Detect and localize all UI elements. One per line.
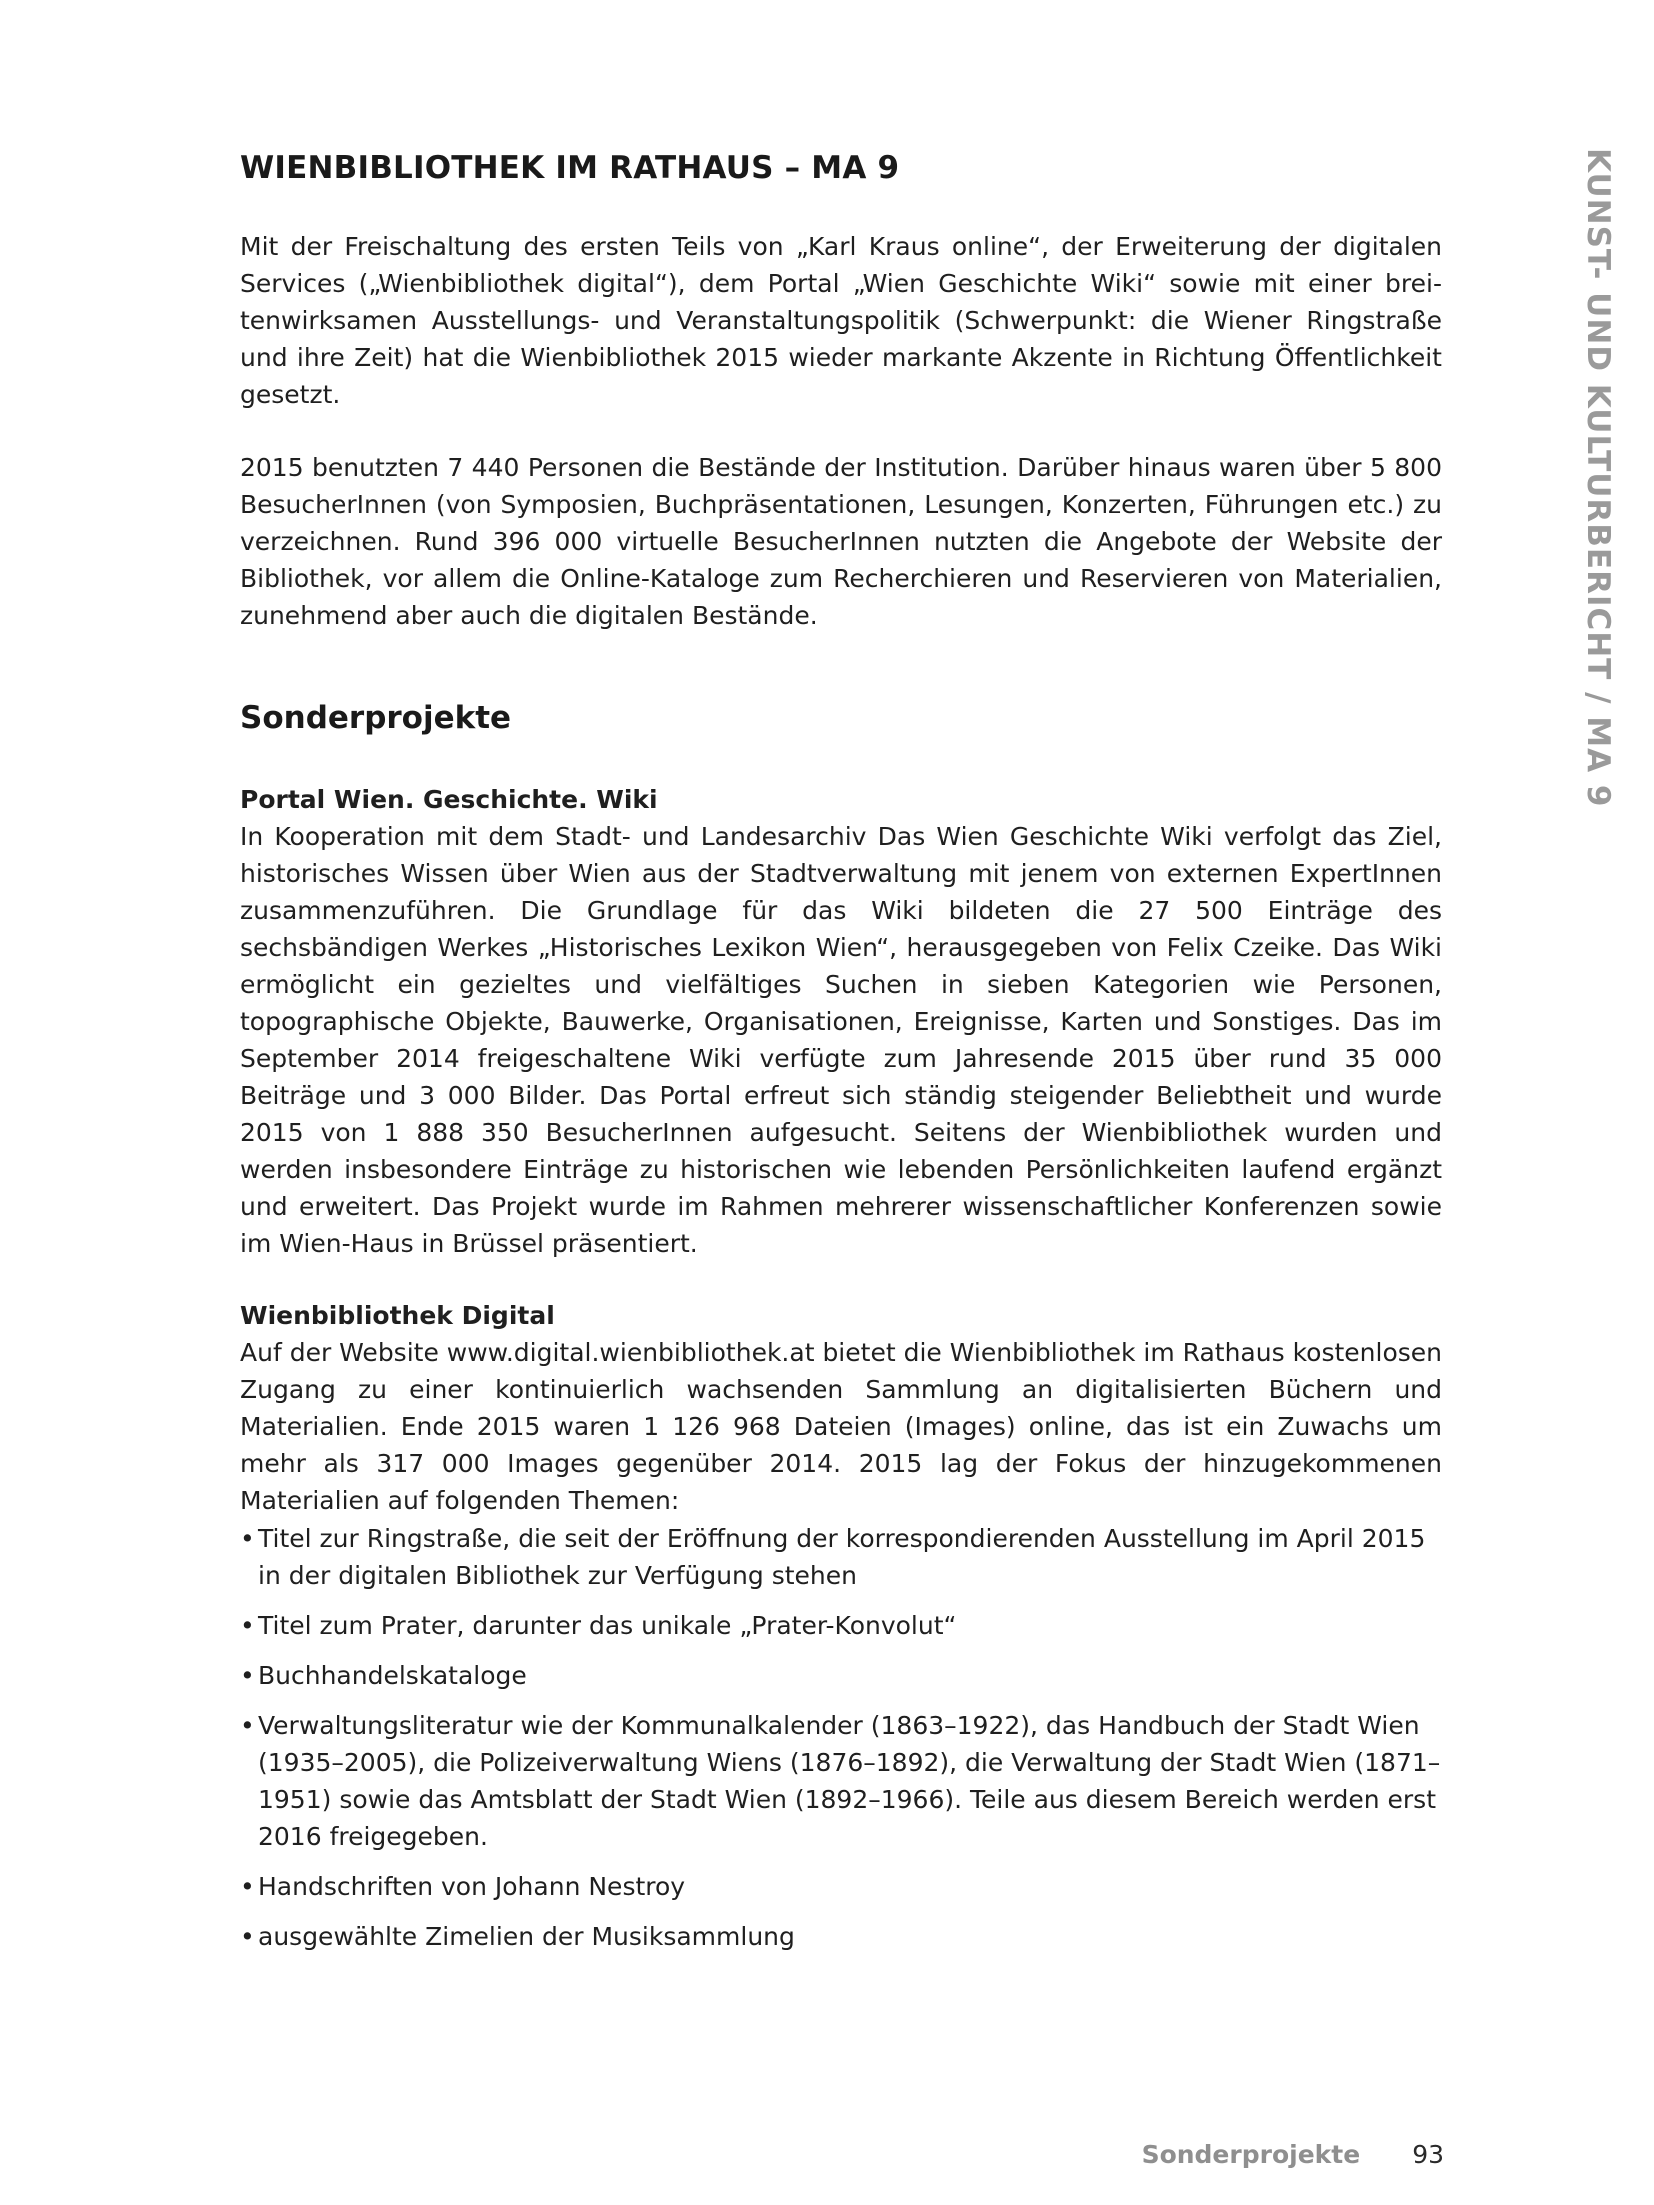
- wiki-text: In Kooperation mit dem Stadt- und Landesarchiv Das Wien Geschichte Wiki verfolgt das Ziel, historisches Wissen über Wien aus der Stadtverwaltung mit jenem von externen ExpertInnen zusammenzuführen. Die Grundlage für das Wiki bildeten die 27 500 Einträge des sechsbändigen Werkes „Historisches Lexikon Wien“, herausgegeben von Felix Czeike. Das Wiki ermöglicht ein gezieltes und vielfältiges Suchen in sieben Kategorien wie Personen, topographische Objekte, Bauwerke, Organisationen, Ereignisse, Karten und Sonstiges. Das im September 2014 freigeschaltene Wiki verfügte zum Jahresende 2015 über rund 35 000 Beiträge und 3 000 Bilder. Das Portal erfreut sich ständig steigender Beliebtheit und wurde 2015 von 1 888 350 BesucherInnen aufgesucht. Seitens der Wienbibliothek wurden und werden insbesondere Einträge zu historischen wie lebenden Persönlichkeiten laufend ergänzt und erweitert. Das Projekt wurde im Rahmen mehrerer wissenschaftlicher Konferenzen sowie im Wien-Haus in Brüssel präsentiert.: [240, 822, 1442, 1258]
- page-number: 93: [1412, 2140, 1444, 2169]
- digital-text: Auf der Website www.digital.wienbibliothek.at bietet die Wienbibliothek im Rathaus kostenlosen Zugang zu einer kontinuierlich wachsenden Sammlung an digitalisierten Büchern und Materialien. Ende 2015 waren 1 126 968 Dateien (Images) online, das ist ein Zuwachs um mehr als 317 000 Images gegenüber 2014. 2015 lag der Fokus der hinzugekommenen Materialien auf folgenden Themen:: [240, 1338, 1442, 1515]
- wiki-block: [240, 781, 1442, 1262]
- intro-paragraph-2: 2015 benutzten 7 440 Personen die Bestände der Institution. Darüber hinaus waren über 5 800 BesucherInnen (von Symposien, Buchpräsentationen, Lesungen, Konzerten, Führungen etc.) zu verzeichnen. Rund 396 000 virtuelle BesucherInnen nutzten die Angebote der Website der Bibliothek, vor allem die Online-Kataloge zum Recherchieren und Reservieren von Materialien, zunehmend aber auch die digitalen Bestände.: [240, 453, 1442, 630]
- page-heading: WIENBIBLIOTHEK IM RATHAUS – MA 9: [240, 150, 900, 186]
- digital-topics-list: [240, 1520, 1442, 1968]
- list-item: • Verwaltungsliteratur wie der Kommunalkalender (1863–1922), das Handbuch der Stadt Wien (1935–2005), die Polizeiverwaltung Wiens (1876–1892), die Verwaltung der Stadt Wien (1871–1951) sowie das Amtsblatt der Stadt Wien (1892–1966). Teile aus diesem Bereich werden erst 2016 freigegeben.: [240, 1707, 1442, 1855]
- list-item: • Buchhandelskataloge: [240, 1657, 1442, 1694]
- footer-section-label: Sonderprojekte: [1141, 2140, 1361, 2169]
- list-item: • ausgewählte Zimelien der Musiksammlung: [240, 1918, 1442, 1955]
- page-footer: [1142, 2140, 1444, 2169]
- wiki-heading: Portal Wien. Geschichte. Wiki: [240, 785, 658, 814]
- side-running-title: KUNST- UND KULTURBERICHT / MA 9: [1580, 148, 1616, 808]
- list-item: • Titel zum Prater, darunter das unikale „Prater-Konvolut“: [240, 1607, 1442, 1644]
- list-item: • Titel zur Ringstraße, die seit der Eröffnung der korrespondierenden Ausstellung im April 2015 in der digitalen Bibliothek zur Verfügung stehen: [240, 1520, 1442, 1594]
- section-title: Sonderprojekte: [240, 700, 512, 736]
- digital-block: [240, 1297, 1442, 1519]
- list-item: • Handschriften von Johann Nestroy: [240, 1868, 1442, 1905]
- digital-heading: Wienbibliothek Digital: [240, 1301, 555, 1330]
- intro-paragraph-1: Mit der Freischaltung des ersten Teils von „Karl Kraus online“, der Erweiterung der digitalen Services („Wienbibliothek digital“), dem Portal „Wien Geschichte Wiki“ sowie mit einer breitenwirksamen Ausstellungs- und Veranstaltungspolitik (Schwerpunkt: die Wiener Ringstraße und ihre Zeit) hat die Wienbibliothek 2015 wieder markante Akzente in Richtung Öffentlichkeit gesetzt.: [240, 232, 1442, 409]
